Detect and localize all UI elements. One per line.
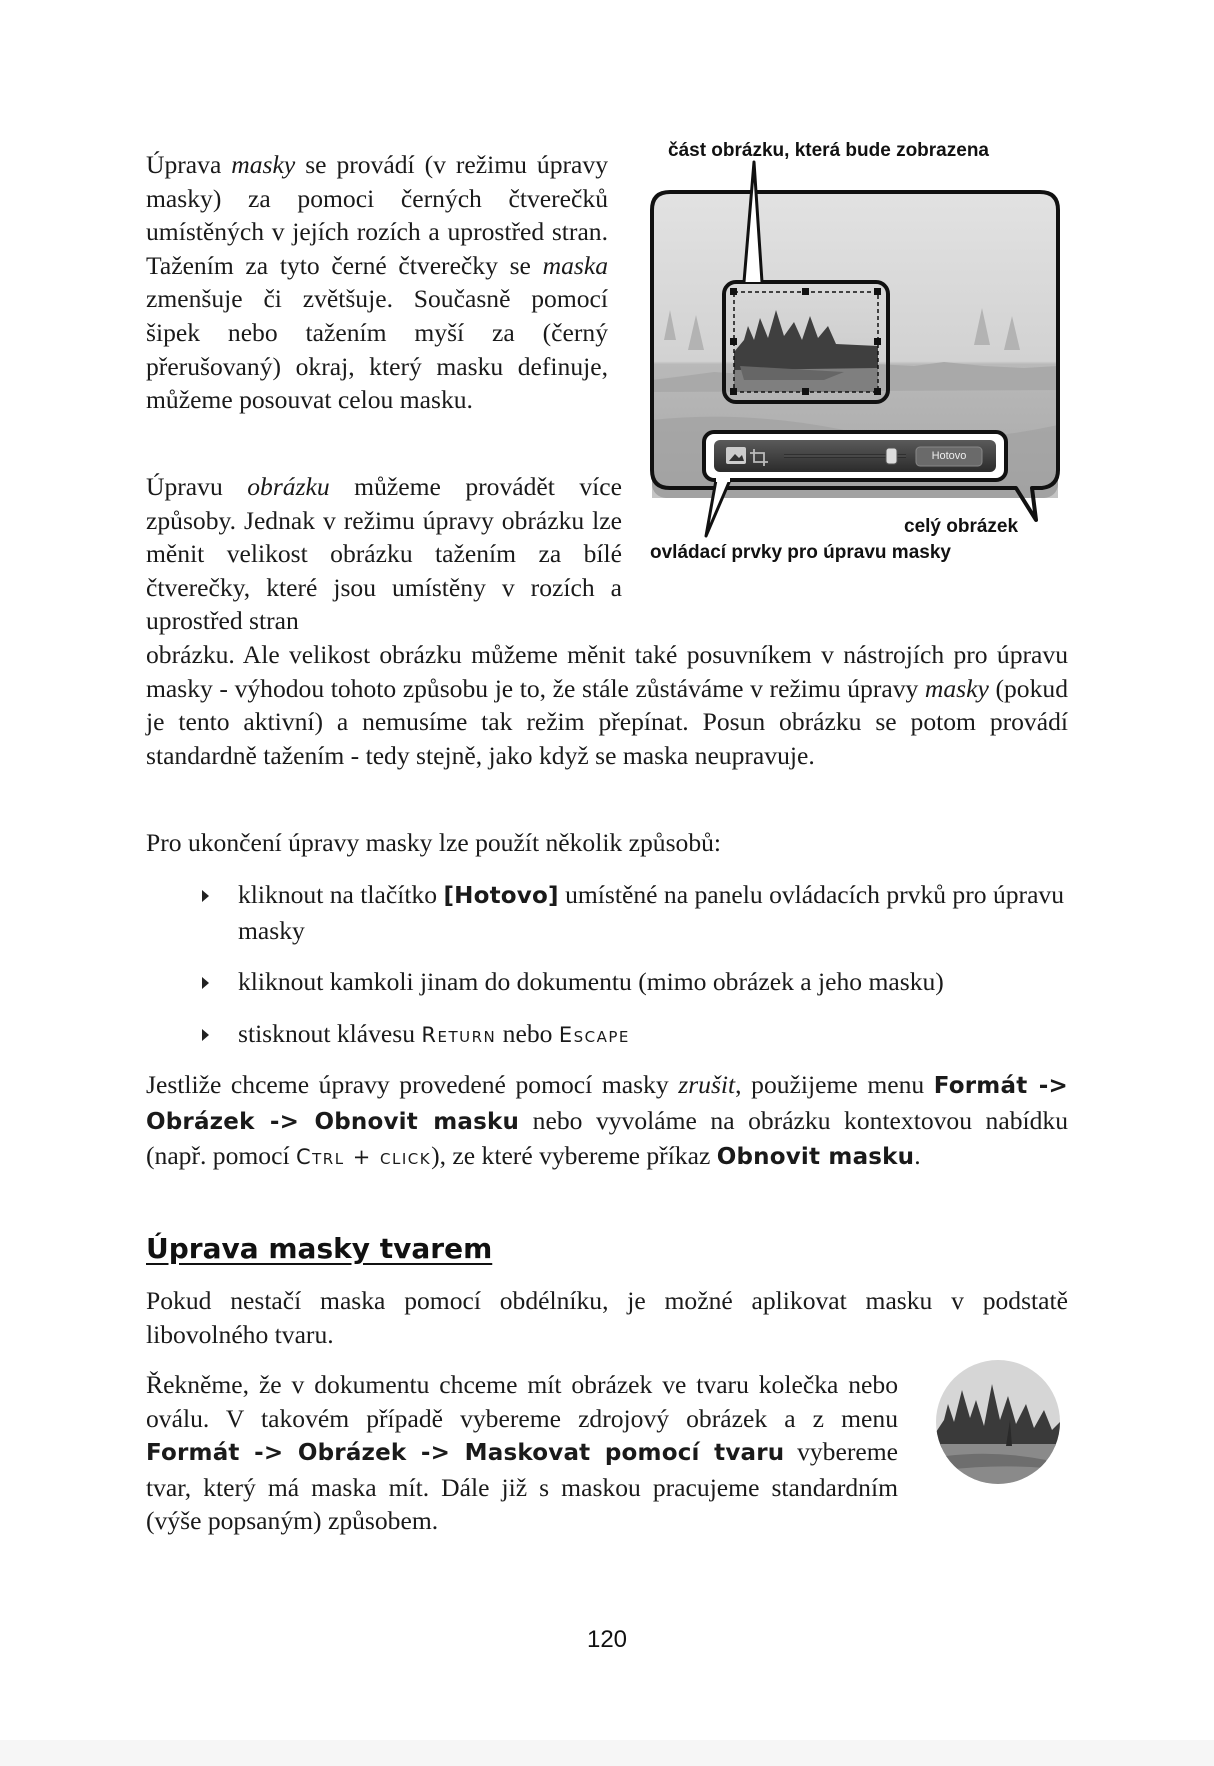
paragraph-image-editing-part1: Úpravu obrázku můžeme provádět více způsoby. Jednak v režimu úpravy obrázku lze měnit velikost obrázku tažením za bílé čtverečky, které jsou umístěny v rozích a uprostřed stran — [146, 472, 622, 636]
paragraph-finish-intro: Pro ukončení úpravy masky lze použít několik způsobů: — [146, 828, 722, 857]
bullet-arrow-icon — [202, 1029, 209, 1041]
figure-label-visible-part: část obrázku, která bude zobrazena — [668, 140, 989, 161]
bullet-arrow-icon — [202, 890, 209, 902]
size-slider-thumb — [886, 448, 897, 464]
finish-methods-list — [200, 878, 1070, 1070]
paragraph-image-editing-part2: obrázku. Ale velikost obrázku můžeme měnit také posuvníkem v nástrojích pro úpravu masky - výhodou tohoto způsobu je to, že stále zůstáváme v režimu úpravy masky (pokud je tento aktivní) a nemusíme tak režim přepínat. Posun obrázku se potom provádí standardně tažením - tedy stejně, jako když se maska neupravuje. — [146, 640, 1068, 770]
bullet-arrow-icon — [202, 977, 209, 989]
paragraph-undo-mask: Jestliže chceme úpravy provedené pomocí masky zrušit, použijeme menu Formát -> Obrázek -> Obnovit masku nebo vyvoláme na obrázku kontextovou nabídku (např. pomocí Ctrl + click), ze které vybereme příkaz Obnovit masku. — [146, 1070, 1068, 1171]
circle-masked-photo — [936, 1360, 1060, 1484]
list-item: stisknout klávesu Return nebo Escape — [200, 1017, 1070, 1053]
page-number: 120 — [586, 1626, 628, 1653]
section-heading: Úprava masky tvarem — [146, 1232, 493, 1265]
hotovo-button-label[interactable]: Hotovo — [931, 450, 967, 462]
page-bottom-edge — [0, 1740, 1214, 1766]
mask-editing-figure — [644, 140, 1074, 580]
figure-label-controls: ovládací prvky pro úpravu masky — [650, 542, 951, 563]
list-item: kliknout na tlačítko [Hotovo] umístěné na panelu ovládacích prvků pro úpravu masky — [200, 878, 1070, 947]
paragraph-shape-mask-howto: Řekněme, že v dokumentu chceme mít obrázek ve tvaru kolečka nebo oválu. V takovém případě vybereme zdrojový obrázek a z menu Formát -> Obrázek -> Maskovat pomocí tvaru vybereme tvar, který má maska mít. Dále již s maskou pracujeme standardním (výše popsaným) způsobem. — [146, 1370, 898, 1536]
list-item: kliknout kamkoli jinam do dokumentu (mimo obrázek a jeho masku) — [200, 965, 1070, 999]
paragraph-shape-mask-intro: Pokud nestačí maska pomocí obdélníku, je možné aplikovat masku v podstatě libovolného tvaru. — [146, 1286, 1068, 1349]
figure-illustration — [644, 140, 1074, 580]
figure-label-full-image: celý obrázek — [904, 516, 1019, 537]
paragraph-mask-editing: Úprava masky se provádí (v režimu úpravy masky) za pomoci černých čtverečků umístěných v jejích rozích a uprostřed stran. Tažením za tyto černé čtverečky se maska zmenšuje či zvětšuje. Současně pomocí šipek nebo tažením myší za (černý přerušovaný) okraj, který masku definuje, můžeme posouvat celou masku. — [146, 150, 608, 415]
